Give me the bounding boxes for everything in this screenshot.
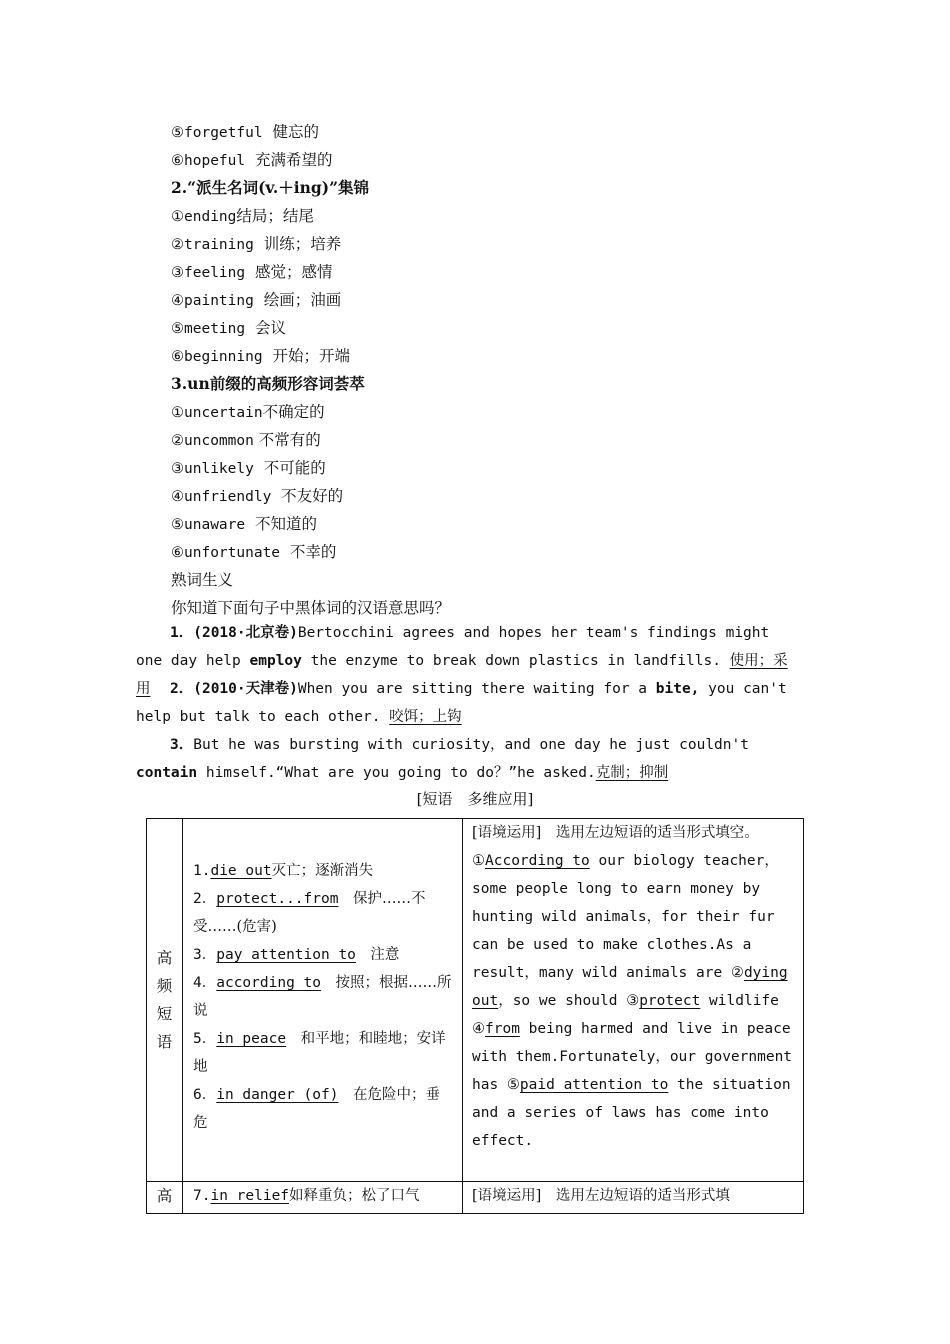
bold-word: contain [136, 765, 198, 781]
vocab-word: ①uncertain [171, 405, 263, 421]
vocab-meaning: 不可能的 [263, 459, 326, 477]
phrase-number: 4． [193, 975, 217, 991]
sentence-text: himself.“What are you going to do？”he asked. [197, 765, 596, 781]
sentence-text: But he was bursting with curiosity，and one day he just couldn't [193, 737, 749, 753]
vocab-word: ⑤meeting [171, 321, 246, 337]
vocab-item [171, 262, 332, 283]
category-cell [147, 819, 183, 1182]
phrase-item [193, 857, 454, 885]
vocab-item [171, 206, 314, 227]
table-row [147, 1182, 804, 1214]
answer: 使用；采用 [136, 653, 788, 697]
answer: 克制；抑制 [595, 765, 669, 781]
exercise-text [472, 847, 795, 1155]
vocab-item [171, 318, 286, 339]
phrase-number: 5． [193, 1031, 217, 1047]
vocab-meaning: 充满希望的 [254, 151, 333, 169]
vocab-word: ⑥unfortunate [171, 545, 281, 561]
category-char: 短 [156, 1005, 173, 1023]
vocab-word: ③unlikely [171, 461, 254, 477]
vocab-word: ④painting [171, 293, 254, 309]
vocab-meaning: 健忘的 [272, 123, 319, 141]
sentence-source: (2018·北京卷) [193, 625, 298, 641]
vocab-item [171, 514, 317, 535]
category-char: 高 [156, 949, 173, 967]
vocab-meaning: 开始；开端 [272, 347, 350, 365]
phrase: in relief [210, 1188, 290, 1204]
exercise-segment: wildlife ④ [472, 993, 779, 1037]
phrase-meaning: 灭亡；逐渐消失 [271, 863, 374, 879]
phrase: protect...from [216, 891, 339, 907]
sentence-number: 1． [170, 625, 194, 641]
sentence-number: 3． [170, 737, 194, 753]
phrase: pay attention to [216, 947, 356, 963]
vocab-word: ②training [171, 237, 254, 253]
exercise-title: [语境运用] 选用左边短语的适当形式填 [472, 1188, 730, 1204]
vocab-word: ⑤forgetful [171, 125, 263, 141]
sentence-text: the enzyme to break down plastics in landfills. [301, 653, 730, 669]
vocab-meaning: 绘画；油画 [263, 291, 342, 309]
exercise-cell [463, 1182, 804, 1214]
phrase-list-cell [183, 819, 463, 1182]
section-title: 熟词生义 [171, 571, 234, 589]
phrase-item [193, 885, 454, 941]
phrase: according to [216, 975, 321, 991]
answer: 咬饵；上钩 [389, 709, 462, 725]
section-heading: 2.“派生名词(v.＋ing)”集锦 [171, 178, 370, 197]
sentence-number: 2． [170, 681, 194, 697]
vocab-meaning: 不常有的 [258, 431, 321, 449]
exercise-title: [语境运用] 选用左边短语的适当形式填空。 [472, 825, 759, 841]
phrase-item [193, 1025, 454, 1081]
vocab-meaning: 感觉；感情 [254, 263, 333, 281]
vocab-word: ①ending [171, 209, 237, 225]
exercise-blank-answer: from [485, 1021, 520, 1037]
vocab-meaning: 不友好的 [281, 487, 344, 505]
bold-word: employ [249, 653, 302, 669]
vocab-word: ⑤unaware [171, 517, 246, 533]
vocab-item [171, 486, 343, 507]
sentence-text: Bertocchini agrees and hopes her team's findings might one day help [136, 625, 770, 669]
exercise-cell [463, 819, 804, 1182]
vocab-word: ④unfriendly [171, 489, 272, 505]
exercise-blank-answer: According to [485, 853, 590, 869]
exercise-blank-answer: paid attention to [519, 1077, 669, 1093]
vocab-word: ②uncommon [171, 433, 254, 449]
exercise-segment: our biology teacher，some people long to earn money by hunting wild animals，for their fur can be used to make clothes.As a result，many wild animals are ② [472, 853, 779, 981]
category-cell: 高 [147, 1182, 183, 1214]
exercise-segment: being harmed and live in peace with them.Fortunately，our government has ⑤ [472, 1021, 793, 1093]
sentence-source: (2010·天津卷) [193, 681, 298, 697]
vocab-meaning: 训练；培养 [263, 235, 342, 253]
vocab-word: ③feeling [171, 265, 246, 281]
phrase-item [193, 941, 454, 969]
phrase-meaning: 如释重负；松了口气 [289, 1188, 420, 1204]
vocab-item [171, 290, 341, 311]
vocab-item [171, 402, 325, 423]
vocab-item [171, 234, 341, 255]
phrase-number: 1. [193, 863, 211, 879]
phrase-meaning: 在危险中；垂危 [193, 1087, 440, 1131]
vocab-item [171, 122, 319, 143]
phrase-meaning: 和平地；和睦地；安详地 [193, 1031, 446, 1075]
phrase: die out [210, 863, 272, 879]
vocab-word: ⑥hopeful [171, 153, 246, 169]
exercise-segment: ，so we should ③ [498, 993, 640, 1009]
exercise-blank-answer: dying out [472, 965, 788, 1009]
phrase: in peace [216, 1031, 287, 1047]
phrase: in danger (of) [216, 1087, 339, 1103]
category-char: 频 [156, 977, 173, 995]
phrase-number: 7. [193, 1188, 211, 1204]
phrase-list-cell [183, 1182, 463, 1214]
vocab-item [171, 542, 336, 563]
vocab-item [171, 150, 332, 171]
phrase-meaning: 注意 [370, 947, 400, 963]
vocab-item [171, 458, 326, 479]
example-sentence [136, 731, 800, 787]
vocab-word: ⑥beginning [171, 349, 263, 365]
phrase-table [146, 818, 804, 1214]
phrase-item [193, 969, 454, 1025]
phrase-number: 6． [193, 1087, 217, 1103]
exercise-segment: ① [472, 853, 485, 869]
sentence-text: you can't help but talk to each other. [136, 681, 787, 725]
example-sentence [136, 675, 800, 731]
vocab-meaning: 不幸的 [289, 543, 337, 561]
exercise-segment: the situation and a series of laws has come into effect. [472, 1077, 791, 1149]
phrase-meaning: 按照；根据……所说 [193, 975, 452, 1019]
category-char: 语 [156, 1033, 173, 1051]
exercise-blank-answer: protect [639, 993, 701, 1009]
sentence-text: When you are sitting there waiting for a [297, 681, 656, 697]
table-row [147, 819, 804, 1182]
vocab-item [171, 430, 321, 451]
vocab-meaning: 不知道的 [254, 515, 317, 533]
phrase-number: 2． [193, 891, 217, 907]
vocab-meaning: 不确定的 [262, 403, 325, 421]
bold-word: bite, [655, 681, 700, 697]
phrase-number: 3． [193, 947, 217, 963]
phrase-item [193, 1081, 454, 1137]
vocab-meaning: 会议 [254, 319, 286, 337]
table-caption: [短语 多维应用] [416, 790, 534, 808]
vocab-item [171, 346, 350, 367]
vocab-meaning: 结局；结尾 [236, 207, 314, 225]
section-heading: 3.un前缀的高频形容词荟萃 [171, 374, 365, 393]
section-question: 你知道下面句子中黑体词的汉语意思吗？ [171, 599, 451, 617]
phrase-meaning: 保护……不受……(危害) [193, 891, 426, 935]
